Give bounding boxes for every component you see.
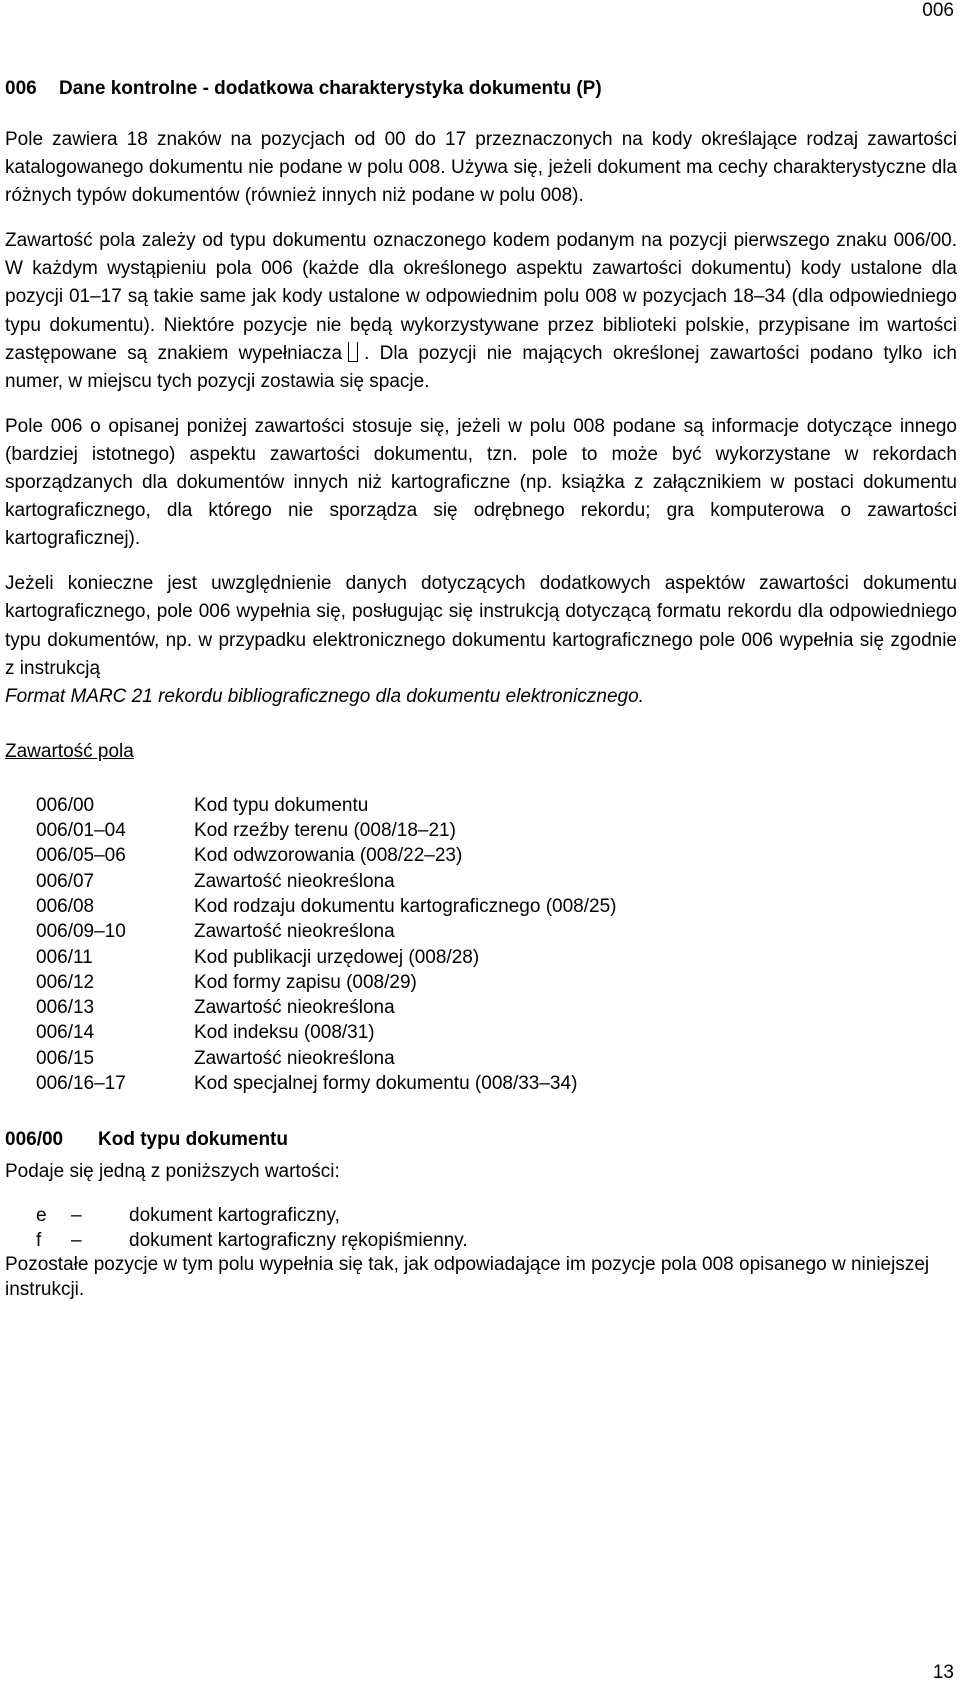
- subsection-code: 006/00: [5, 1129, 64, 1151]
- closing-paragraph: Pozostałe pozycje w tym polu wypełnia się tak, jak odpowiadające im pozycje pola 008 opisanego w niniejszej instrukcji.: [5, 1254, 930, 1300]
- positions-table: [36, 793, 957, 1097]
- value-dash: –: [71, 1229, 82, 1251]
- position-description: Kod indeksu (008/31): [194, 1022, 375, 1044]
- running-head: 006: [922, 0, 954, 21]
- position-code: 006/16–17: [36, 1073, 126, 1095]
- position-code: 006/07: [36, 870, 95, 892]
- paragraph-intro: Pole zawiera 18 znaków na pozycjach od 00 do 17 przeznaczonych na kody określające rodzaj zawartości katalogowanego dokumentu nie podane w polu 008. Używa się, jeżeli dokument ma cechy charakterystyczne dla różnych typów dokumentów (również innych niż podane w polu 008).: [5, 129, 957, 207]
- fill-character-icon: [348, 342, 358, 362]
- value-dash: –: [71, 1205, 82, 1227]
- position-description: Zawartość nieokreślona: [194, 921, 395, 943]
- position-description: Kod publikacji urzędowej (008/28): [194, 946, 480, 968]
- position-code: 006/00: [36, 794, 95, 816]
- position-row: [36, 843, 957, 868]
- position-row: [36, 1020, 957, 1045]
- paragraph-additional-italic: Format MARC 21 rekordu bibliograficznego dla dokumentu elektronicznego.: [5, 685, 644, 707]
- position-code: 006/13: [36, 997, 95, 1019]
- position-row: [36, 869, 957, 894]
- page-number: 13: [932, 1662, 954, 1683]
- value-description: dokument kartograficzny rękopiśmienny.: [129, 1229, 468, 1251]
- paragraph-content-text: Zawartość pola zależy od typu dokumentu oznaczonego kodem podanym na pozycji pierwszego znaku 006/00. W każdym wystąpieniu pola 006 (każde dla określonego aspektu zawartości dokumentu) kody ustalone dla pozycji 01–17 są takie same jak kody ustalone w odpowiednim polu 008 w pozycjach 18–34 (dla odpowiedniego typu dokumentu). Niektóre pozycje nie będą wykorzystywane przez biblioteki polskie, przypisane im wartości zastępowane są znakiem wypełniacza: [5, 230, 957, 364]
- value-row: [36, 1204, 957, 1229]
- position-row: [36, 793, 957, 818]
- subsection-heading: [5, 1129, 957, 1151]
- position-code: 006/14: [36, 1022, 95, 1044]
- position-description: Zawartość nieokreślona: [194, 870, 395, 892]
- position-description: Kod rzeźby terenu (008/18–21): [194, 820, 456, 842]
- position-description: Kod specjalnej formy dokumentu (008/33–34): [194, 1073, 578, 1095]
- position-description: Kod rodzaju dokumentu kartograficznego (008/25): [194, 895, 617, 917]
- position-row: [36, 995, 957, 1020]
- paragraph-additional-aspects: [5, 570, 957, 710]
- subsection-intro: Podaje się jedną z poniższych wartości:: [5, 1161, 340, 1183]
- position-description: Zawartość nieokreślona: [194, 997, 395, 1019]
- position-code: 006/15: [36, 1047, 95, 1069]
- position-code: 006/12: [36, 971, 95, 993]
- position-code: 006/11: [36, 946, 93, 968]
- position-description: Zawartość nieokreślona: [194, 1047, 395, 1069]
- position-code: 006/08: [36, 895, 95, 917]
- position-code: 006/01–04: [36, 820, 126, 842]
- page-title: [5, 78, 957, 100]
- position-row: [36, 1046, 957, 1071]
- position-row: [36, 1071, 957, 1096]
- position-row: [36, 894, 957, 919]
- subsection-title: Kod typu dokumentu: [98, 1129, 288, 1151]
- paragraph-content-text-end: . Dla pozycji nie mających określonej zawartości podano tylko ich numer, w miejscu tych pozycji zostawia się spacje.: [5, 342, 958, 392]
- position-description: Kod typu dokumentu: [194, 794, 369, 816]
- values-list: [36, 1204, 957, 1253]
- position-code: 006/05–06: [36, 845, 126, 867]
- paragraph-additional-text: Jeżeli konieczne jest uwzględnienie danych dotyczących dodatkowych aspektów zawartości dokumentu kartograficznego, pole 006 wypełnia się, posługując się instrukcją dotyczącą formatu rekordu dla odpowiedniego typu dokumentów, np. w przypadku elektronicznego dokumentu kartograficznego pole 006 wypełnia się zgodnie z instrukcją: [5, 573, 957, 679]
- value-code: e: [36, 1205, 47, 1227]
- position-row: [36, 818, 957, 843]
- position-description: Kod odwzorowania (008/22–23): [194, 845, 463, 867]
- paragraph-content-description: [5, 227, 957, 396]
- position-code: 006/09–10: [36, 921, 126, 943]
- value-row: [36, 1229, 957, 1254]
- paragraph-usage: Pole 006 o opisanej poniżej zawartości stosuje się, jeżeli w polu 008 podane są informacje dotyczące innego (bardziej istotnego) aspektu zawartości dokumentu, tzn. pole to może być wykorzystane w rekordach sporządzanych dla dokumentów innych niż kartograficzne (np. książka z załącznikiem w postaci dokumentu kartograficznego, dla którego nie sporządza się odrębnego rekordu; gra komputerowa o zawartości kartograficznej).: [5, 415, 957, 550]
- value-description: dokument kartograficzny,: [129, 1205, 340, 1227]
- position-row: [36, 919, 957, 944]
- title-text: Dane kontrolne - dodatkowa charakterystyka dokumentu (P): [59, 78, 602, 99]
- position-row: [36, 970, 957, 995]
- position-row: [36, 945, 957, 970]
- section-heading-field-content: Zawartość pola: [5, 740, 134, 762]
- document-body: [5, 78, 957, 1302]
- position-description: Kod formy zapisu (008/29): [194, 971, 417, 993]
- title-field-code: 006: [5, 78, 37, 99]
- value-code: f: [36, 1229, 42, 1251]
